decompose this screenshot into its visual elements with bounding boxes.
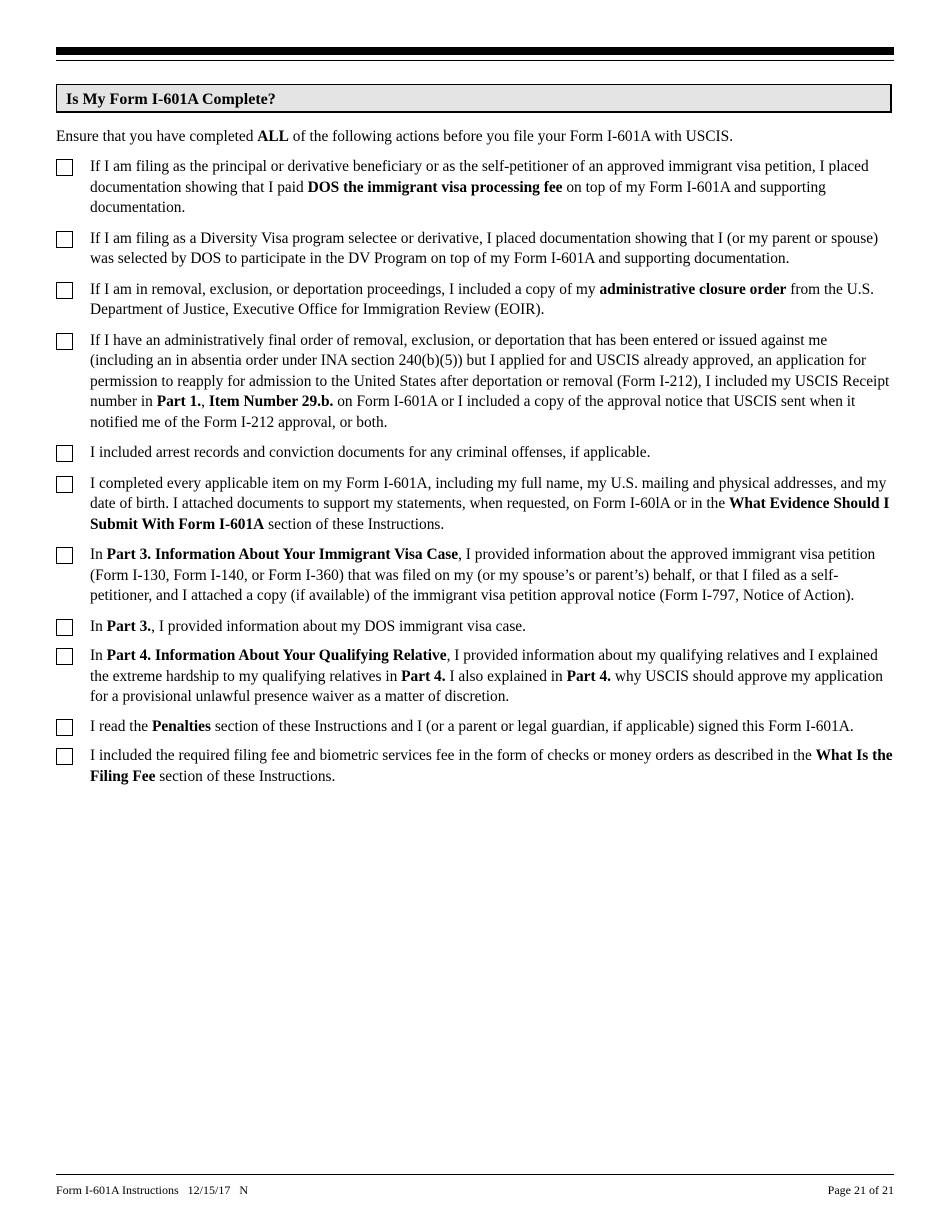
section-header [56,84,892,113]
checkbox[interactable] [56,619,73,636]
checklist-item [56,545,894,607]
item-bold: Item Number 29.b. [208,393,334,410]
item-text: If I am filing as a Diversity Visa program selectee or derivative, I placed documentation showing that I (or my parent or spouse) was selected by DOS to participate in the DV Program on top of my Form I-601A and supporting documentation. [90,229,879,267]
checkbox[interactable] [56,476,73,493]
item-text: I included the required filing fee and biometric services fee in the form of checks or money orders as described in the [90,747,816,764]
top-rule-thin [56,60,894,61]
section-title: Is My Form I-601A Complete? [66,91,276,108]
item-text: , I provided information about the approved immigrant visa petition (Form I-130, Form I-140, or Form I-360) that was filed on my (or my spouse’s or parent’s) behalf, or that I filed as a self-petitioner, and I attached a copy (if available) of the immigrant visa petition approval notice (Form I-797, Notice of Action). [90,546,876,604]
item-bold: What Is the Filing Fee [90,747,893,785]
item-text: why USCIS should approve my application for a provisional unlawful presence waiver as a matter of discretion. [90,667,883,705]
checklist-item [56,331,894,434]
intro-bold: ALL [257,128,289,145]
item-bold: Part 4. [401,667,446,685]
item-text: I also explained in [445,667,567,685]
intro-text-part: Ensure that you have completed [56,128,258,145]
item-text: In [90,647,107,664]
item-text: , I provided information about my DOS immigrant visa case. [151,617,526,635]
checkbox[interactable] [56,547,73,564]
item-bold: Part 3. Information About Your Immigrant Visa Case [106,546,459,563]
intro-text-part: of the following actions before you file your Form I-601A with USCIS. [288,128,734,145]
item-text: on Form I-601A or I included a copy of the approval notice that USCIS sent when it notified me of the Form I-212 approval, or both. [90,393,856,431]
checklist-item [56,280,894,321]
item-text: section of these Instructions. [264,515,445,533]
checkbox[interactable] [56,333,73,350]
checklist-item [56,474,894,536]
item-text: from the U.S. Department of Justice, Executive Office for Immigration Review (EOIR). [90,280,875,318]
item-bold: DOS the immigrant visa processing fee [307,178,563,196]
item-text: section of these Instructions. [155,767,336,785]
checkbox[interactable] [56,719,73,736]
footer-form-id: Form I-601A Instructions 12/15/17 N [56,1183,248,1197]
checkbox[interactable] [56,159,73,176]
checklist-item [56,617,894,638]
checklist-item [56,443,894,464]
item-bold: What Evidence Should I Submit With Form I-601A [90,495,890,533]
checklist-item [56,157,894,219]
item-text: I included arrest records and conviction documents for any criminal offenses, if applicable. [90,444,651,461]
checklist-item [56,717,894,738]
checklist-item [56,746,894,787]
item-bold: Part 3. [106,617,152,635]
item-text: , I provided information about my qualifying relatives and I explained the extreme hardship to my qualifying relatives in [90,647,878,685]
checkbox[interactable] [56,231,73,248]
item-bold: Part 1. [156,393,202,410]
checklist [56,157,894,787]
top-rule [56,47,894,55]
checkbox[interactable] [56,445,73,462]
item-text: I completed every applicable item on my Form I-601A, including my full name, my U.S. mailing and physical addresses, and my date of birth. I attached documents to support my statements, when requested, on Form I-60lA or in the [90,474,887,512]
intro-text [56,127,894,148]
item-text: In [90,546,107,563]
item-bold: Part 4. [566,667,612,685]
checkbox[interactable] [56,648,73,665]
item-text: In [90,617,107,635]
checkbox[interactable] [56,282,73,299]
item-bold: Part 4. Information About Your Qualifying Relative [106,647,447,664]
item-text: section of these Instructions and I (or a parent or legal guardian, if applicable) signed this Form I-601A. [210,717,854,735]
item-text: on top of my Form I-601A and supporting documentation. [90,178,826,216]
checkbox[interactable] [56,748,73,765]
item-text: I read the [90,717,152,735]
item-text: If I am filing as the principal or derivative beneficiary or as the self-petitioner of an approved immigrant visa petition, I placed documentation showing that I paid [90,158,869,196]
item-bold: administrative closure order [599,280,787,298]
item-bold: Penalties [151,717,211,735]
footer-rule [56,1174,894,1175]
item-text: , [201,393,209,410]
item-text: If I have an administratively final order of removal, exclusion, or deportation that has been entered or issued against me (including an in absentia order under INA section 240(b)(5)) but I applied for and USCIS already approved, an application for permission to reapply for admission to the United States after deportation or removal (Form I-212), I included my USCIS Receipt number in [90,331,890,410]
checklist-item [56,229,894,270]
item-text: If I am in removal, exclusion, or deportation proceedings, I included a copy of my [90,280,600,298]
footer-page-number: Page 21 of 21 [827,1183,894,1197]
checklist-item [56,646,894,708]
